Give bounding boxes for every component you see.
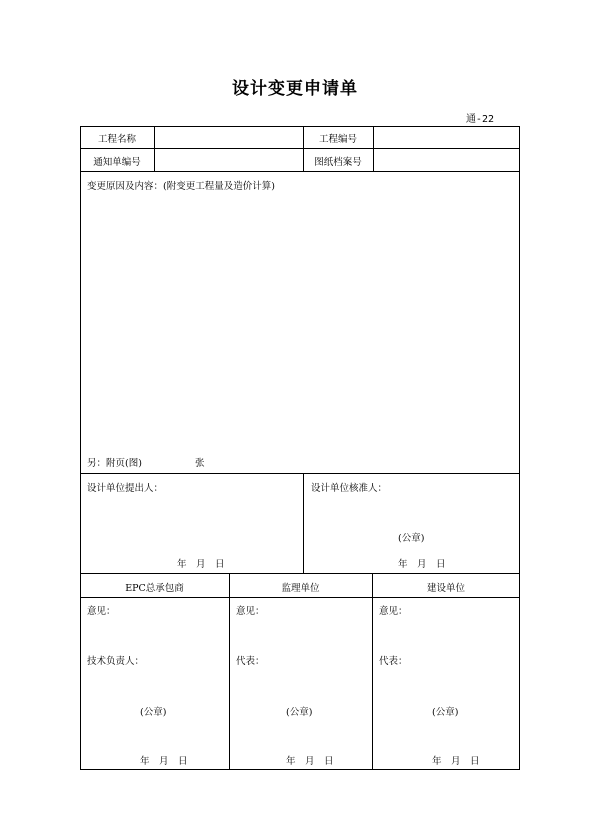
divider [373, 126, 374, 171]
epc-seal: (公章) [140, 707, 167, 718]
divider [80, 148, 520, 149]
design-proposer-label: 设计单位提出人： [87, 483, 164, 494]
owner-opinion-label: 意见： [379, 606, 408, 617]
owner-person-label: 代表： [379, 656, 408, 667]
supervision-date: 年 月 日 [286, 756, 334, 767]
epc-header: EPC总承包商 [125, 583, 184, 594]
attachment-label: 另：附页(图) [87, 458, 142, 469]
divider [372, 573, 373, 770]
owner-header: 建设单位 [426, 583, 465, 594]
supervision-person-label: 代表： [236, 656, 265, 667]
epc-date: 年 月 日 [140, 756, 188, 767]
drawing-archive-label: 图纸档案号 [314, 157, 362, 168]
proposer-date: 年 月 日 [177, 559, 225, 570]
page-title: 设计变更申请单 [232, 79, 358, 99]
attachment-unit: 张 [195, 458, 205, 469]
divider [80, 597, 520, 598]
divider [229, 573, 230, 770]
approver-date: 年 月 日 [398, 559, 446, 570]
approver-seal: (公章) [398, 533, 425, 544]
project-name-label: 工程名称 [97, 134, 136, 145]
project-number-label: 工程编号 [318, 134, 357, 145]
divider [80, 573, 520, 574]
change-reason-label: 变更原因及内容：(附变更工程量及造价计算) [87, 181, 275, 192]
supervision-seal: (公章) [286, 707, 313, 718]
owner-date: 年 月 日 [432, 756, 480, 767]
divider [80, 473, 520, 474]
divider [303, 473, 304, 573]
supervision-header: 监理单位 [281, 583, 320, 594]
divider [80, 171, 520, 172]
supervision-opinion-label: 意见： [236, 606, 265, 617]
notice-number-label: 通知单编号 [93, 157, 141, 168]
epc-opinion-label: 意见： [87, 606, 116, 617]
divider [154, 126, 155, 171]
form-number: 通-22 [465, 114, 494, 125]
epc-person-label: 技术负责人： [87, 656, 145, 667]
owner-seal: (公章) [432, 707, 459, 718]
form-frame [80, 126, 520, 770]
design-approver-label: 设计单位核准人： [311, 483, 388, 494]
